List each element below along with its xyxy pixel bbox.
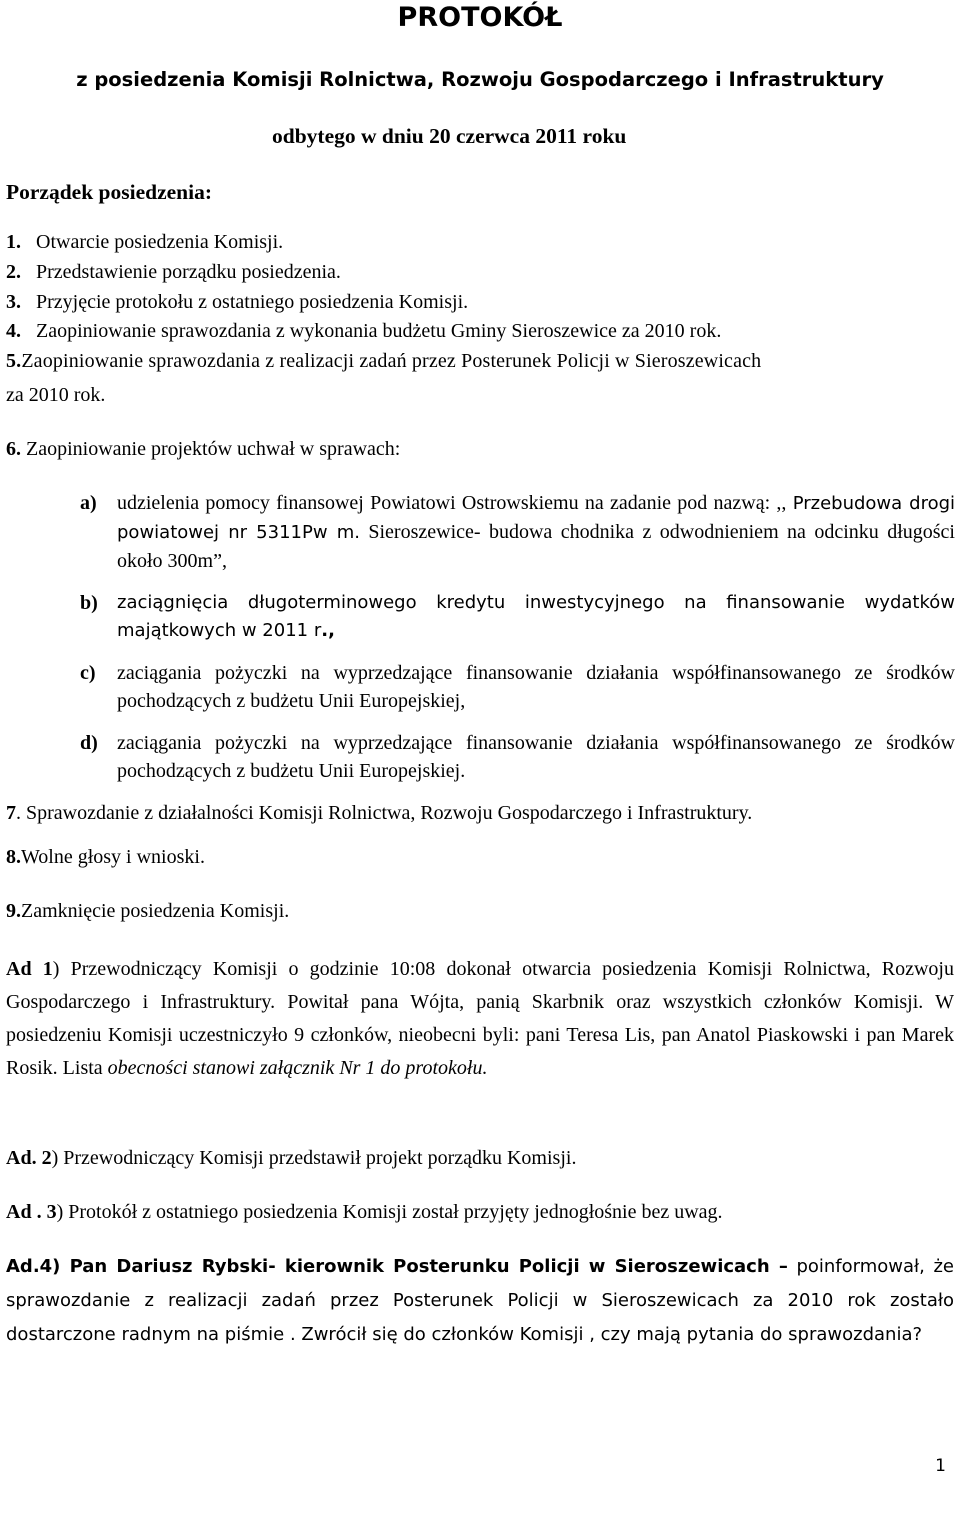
agenda-item	[6, 261, 341, 284]
ad-label: Ad . 3	[6, 1201, 57, 1223]
agenda-item-text: Przyjęcie protokołu z ostatniego posiedzenia Komisji.	[36, 291, 469, 313]
ad-text: poinformował, że sprawozdanie z realizacji zadań przez Posterunek Policji w Sieroszewicach za 2010 rok zostało dostarczone radnym na piśmie . Zwrócił się do członków Komisji , czy mają pytania do sprawozdania?	[6, 1256, 954, 1345]
agenda-item-text: Zaopiniowanie sprawozdania z realizacji zadań przez Posterunek Policji w Sieroszewicach	[21, 350, 762, 372]
page-number: 1	[935, 1456, 946, 1476]
subitem-text-part: udzielenia pomocy finansowej Powiatowi Ostrowskiemu na zadanie pod nazwą: ,,	[117, 492, 787, 514]
subitem-label: b)	[80, 592, 98, 614]
minutes-ad2	[6, 1142, 954, 1175]
document-subtitle: z posiedzenia Komisji Rolnictwa, Rozwoju Gospodarczego i Infrastruktury	[76, 68, 884, 91]
ad-text: ) Przewodniczący Komisji przedstawił projekt porządku Komisji.	[51, 1147, 577, 1169]
subitem-text: zaciągania pożyczki na wyprzedzające finansowanie działania współfinansowanego ze środków pochodzących z budżetu Unii Europejskiej.	[117, 732, 955, 782]
subitem-text	[117, 489, 955, 575]
agenda-subitem	[6, 489, 956, 579]
subitem-label: a)	[80, 492, 97, 514]
agenda-item-text: Otwarcie posiedzenia Komisji.	[36, 231, 284, 253]
ad-text: ) Przewodniczący Komisji o godzinie 10:08 dokonał otwarcia posiedzenia Komisji Rolnictwa, Rozwoju Gospodarczego i Infrastruktury. Powitał pana Wójta, panią Skarbnik oraz wszystkich członków Komisji. W posiedzeniu Komisji uczestniczyło 9 członków, nieobecni byli: pani Teresa Lis, pan Anatol Piaskowski i pan Marek Rosik. Lista	[6, 958, 954, 1079]
agenda-item	[6, 231, 283, 254]
ad-label: Ad. 2	[6, 1147, 52, 1169]
agenda-item	[6, 350, 761, 373]
agenda-item-number: 2.	[6, 261, 21, 283]
subitem-text-part: Przebudowa drogi powiatowej nr 5311Pw m.	[117, 493, 956, 543]
subitem-text-part: .,	[321, 620, 335, 641]
agenda-subitem	[6, 659, 956, 717]
agenda-heading: Porządek posiedzenia:	[6, 180, 213, 204]
meeting-date-line: odbytego w dniu 20 czerwca 2011 roku	[272, 124, 627, 148]
subitem-text-part: Sieroszewice- budowa chodnika z odwodnieniem na odcinku długości około 300m”,	[117, 521, 955, 572]
agenda-item-number: 7	[6, 802, 16, 824]
subitem-text-part: zaciągnięcia długoterminowego kredytu inwestycyjnego na finansowanie wydatków majątkowych w 2011 r	[117, 592, 955, 641]
agenda-item-text: Zaopiniowanie sprawozdania z wykonania budżetu Gminy Sieroszewice za 2010 rok.	[36, 320, 722, 342]
agenda-item-number: 4.	[6, 320, 21, 342]
ad-label: Ad 1	[6, 958, 53, 980]
subitem-text: zaciągania pożyczki na wyprzedzające finansowanie działania współfinansowanego ze środków pochodzących z budżetu Unii Europejskiej,	[117, 662, 955, 712]
minutes-ad4	[6, 1250, 954, 1352]
agenda-item-text: Wolne głosy i wnioski.	[21, 846, 205, 868]
agenda-item-number: 8.	[6, 846, 21, 868]
agenda-item-number: 6.	[6, 438, 21, 460]
agenda-subitem	[6, 729, 956, 787]
agenda-item	[6, 320, 721, 343]
ad-text-italic: obecności stanowi załącznik Nr 1 do protokołu.	[107, 1057, 488, 1079]
agenda-item-text: Zamknięcie posiedzenia Komisji.	[21, 900, 290, 922]
subitem-text	[117, 589, 955, 645]
agenda-item	[6, 802, 752, 825]
agenda-item-number: 9.	[6, 900, 21, 922]
minutes-ad3	[6, 1196, 954, 1229]
minutes-ad1	[6, 953, 954, 1085]
document-title: PROTOKÓŁ	[397, 2, 563, 33]
agenda-item-text: Zaopiniowanie projektów uchwał w sprawach:	[26, 438, 401, 460]
agenda-item-text: Przedstawienie porządku posiedzenia.	[36, 261, 341, 283]
ad-heading: Ad.4) Pan Dariusz Rybski- kierownik Posterunku Policji w Sieroszewicach –	[6, 1256, 788, 1277]
subitem-label: c)	[80, 662, 96, 684]
agenda-item	[6, 438, 400, 461]
agenda-item	[6, 900, 289, 923]
agenda-subitem	[6, 589, 956, 647]
agenda-item-number: 1.	[6, 231, 21, 253]
agenda-item-continuation	[6, 384, 105, 407]
agenda-item-text: za 2010 rok.	[6, 384, 106, 406]
agenda-item-number: 3.	[6, 291, 21, 313]
ad-text: ) Protokół z ostatniego posiedzenia Komisji został przyjęty jednogłośnie bez uwag.	[56, 1201, 723, 1223]
agenda-item-text: . Sprawozdanie z działalności Komisji Rolnictwa, Rozwoju Gospodarczego i Infrastruktury.	[16, 802, 753, 824]
agenda-item-number: 5.	[6, 350, 22, 372]
subitem-label: d)	[80, 732, 98, 754]
agenda-item	[6, 291, 468, 314]
agenda-item	[6, 846, 205, 869]
